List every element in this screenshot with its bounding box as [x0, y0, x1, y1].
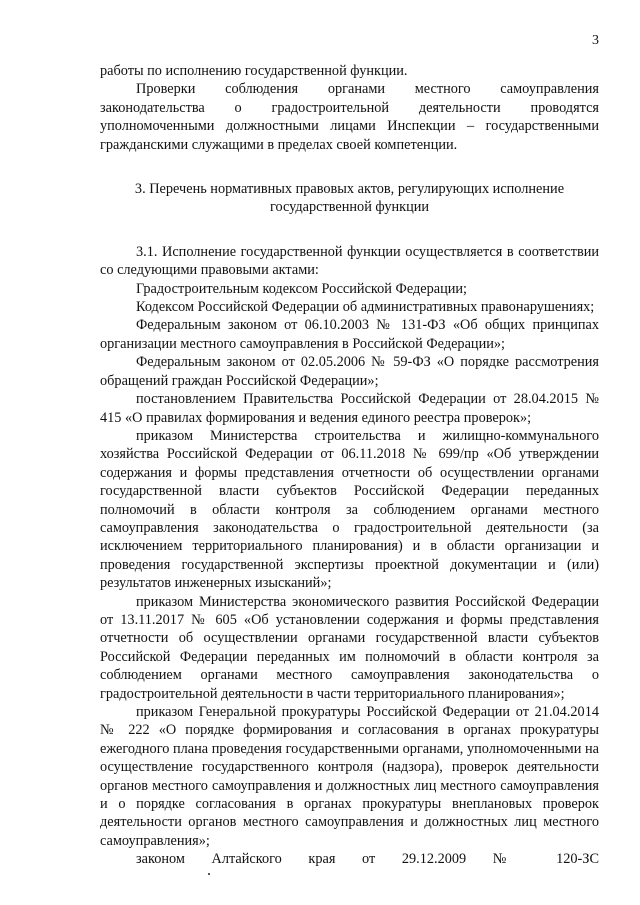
- section-heading: 3. Перечень нормативных правовых актов, регулирующих исполнение государственной функции: [134, 181, 565, 216]
- page-number: 3: [592, 33, 599, 48]
- legal-act-item: приказом Министерства экономического развития Российской Федерации от 13.11.2017 № 605 «Об установлении содержания и формы представления отчетности об осуществлении органами государственной власти субъектов Российской Федерации переданных им полномочий в области контроля за соблюдением органами местного самоуправления законодательства о градостроительной деятельности в части территориального планирования»;: [100, 593, 599, 702]
- paragraph-inspections: Проверки соблюдения органами местного самоуправления законодательства о градостроительной деятельности проводятся уполномоченными должностными лицами Инспекции – государственными гражданскими служащими в пределах своей компетенции.: [100, 81, 599, 153]
- legal-act-item: приказом Министерства строительства и жилищно-коммунального хозяйства Российской Федерации от 06.11.2018 № 699/пр «Об утверждении содержания и формы представления отчетности об осуществлении органами государственной власти субъектов Российской Федерации переданных полномочий в области контроля за соблюдением органами местного самоуправления законодательства о градостроительной деятельности (за исключением территориального планирования) и в области организации и проведения государственной экспертизы проектной документации и (или) результатов инженерных изысканий»;: [100, 427, 599, 592]
- legal-act-item: Федеральным законом от 06.10.2003 № 131-ФЗ «Об общих принципах организации местного самоуправления в Российской Федерации»;: [100, 317, 599, 352]
- paragraph-3-1: 3.1. Исполнение государственной функции осуществляется в соответствии со следующими правовыми актами:: [100, 243, 599, 279]
- legal-act-item: Градостроительным кодексом Российской Федерации;: [136, 280, 468, 297]
- legal-act-item: Кодексом Российской Федерации об административных правонарушениях;: [136, 299, 595, 316]
- legal-act-item: постановлением Правительства Российской Федерации от 28.04.2015 № 415 «О правилах формирования и ведения единого реестра проверок»;: [100, 391, 599, 426]
- paragraph-continuation: работы по исполнению государственной функции.: [100, 63, 408, 79]
- legal-act-item: приказом Генеральной прокуратуры Российской Федерации от 21.04.2014 № 222 «О порядке формирования и согласования в органах прокуратуры ежегодного плана проведения государственными органами, уполномоченными на осуществление государственного контроля (надзора), проверок деятельности органов местного самоуправления и должностных лиц местного самоуправления и о порядке согласования в органах прокуратуры внеплановых проверок деятельности органов местного самоуправления и должностных лиц местного самоуправления»;: [100, 704, 599, 849]
- legal-act-item-last: законом Алтайского края от 29.12.2009 № 120-ЗС: [136, 851, 599, 868]
- document-body: [100, 62, 599, 869]
- scan-speck: [208, 873, 210, 875]
- legal-act-item: Федеральным законом от 02.05.2006 № 59-ФЗ «О порядке рассмотрения обращений граждан Российской Федерации»;: [100, 354, 599, 389]
